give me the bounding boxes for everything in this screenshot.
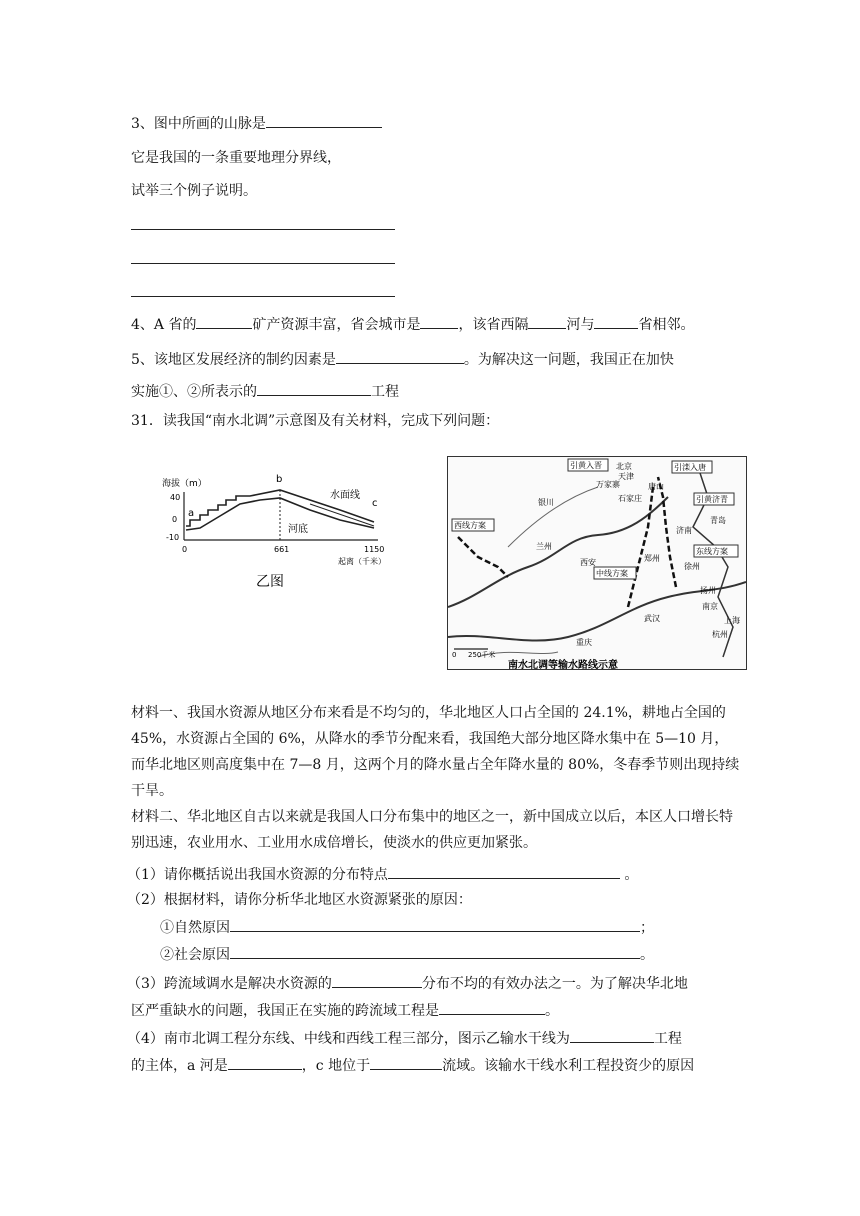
answer-blank[interactable] bbox=[228, 1055, 302, 1070]
map-label-shijiazhuang: 石家庄 bbox=[618, 494, 642, 503]
map-label-xuzhou: 徐州 bbox=[684, 562, 700, 571]
answer-blank[interactable] bbox=[336, 349, 464, 364]
yellow-river-path bbox=[448, 497, 668, 607]
q3-line1: 3、图中所画的山脉是 bbox=[131, 113, 382, 134]
q3-line3: 试举三个例子说明。 bbox=[131, 183, 257, 199]
answer-blank[interactable] bbox=[528, 314, 566, 329]
sub2-line: （2）根据材料，请你分析华北地区水资源紧张的原因： bbox=[127, 892, 472, 908]
map-label-beijing: 北京 bbox=[616, 462, 632, 471]
answer-blank[interactable] bbox=[230, 944, 640, 959]
map-label-wanjiazhai: 万家寨 bbox=[596, 480, 620, 489]
map-label-tianjin: 天津 bbox=[618, 472, 634, 481]
sub2a-line: ①自然原因 ； bbox=[160, 917, 654, 938]
answer-blank[interactable] bbox=[230, 917, 640, 932]
profile-ylabel: 海拔（m） bbox=[162, 479, 207, 489]
map-label-hangzhou: 杭州 bbox=[712, 630, 728, 639]
profile-label-b: b bbox=[276, 474, 283, 485]
q3-line2: 它是我国的一条重要地理分界线， bbox=[131, 150, 341, 166]
profile-y40: 40 bbox=[170, 493, 181, 502]
middle-route-path bbox=[628, 487, 653, 607]
sub3-line2: 区严重缺水的问题，我国正在实施的跨流域工程是 。 bbox=[131, 1000, 559, 1021]
profile-river-bed-label: 河底 bbox=[288, 524, 308, 535]
profile-label-c: c bbox=[372, 498, 378, 509]
map-label-xian: 西安 bbox=[580, 558, 596, 567]
map-label-zhengzhou: 郑州 bbox=[644, 554, 660, 563]
answer-line-1[interactable] bbox=[131, 229, 395, 230]
west-route-path bbox=[458, 537, 508, 577]
map-label-jinan: 济南 bbox=[676, 526, 692, 535]
map-label-chongqing: 重庆 bbox=[576, 638, 592, 647]
answer-blank[interactable] bbox=[257, 381, 371, 396]
profile-x661: 661 bbox=[274, 545, 290, 554]
q5-line2: 实施①、②所表示的 工程 bbox=[131, 381, 399, 402]
map-label-nanjing: 南京 bbox=[702, 602, 718, 611]
sub4-line1: （4）南市北调工程分东线、中线和西线工程三部分，图示乙输水干线为 工程 bbox=[127, 1028, 682, 1049]
answer-blank[interactable] bbox=[420, 314, 458, 329]
profile-yneg: -10 bbox=[166, 533, 180, 542]
map-label-xixian: 西线方案 bbox=[454, 521, 486, 530]
map-label-shanghai: 上海 bbox=[724, 616, 740, 625]
map-label-qingdao: 青岛 bbox=[710, 516, 726, 525]
map-scale-0: 0 bbox=[452, 651, 457, 659]
answer-blank[interactable] bbox=[370, 1055, 442, 1070]
profile-caption: 乙图 bbox=[256, 574, 284, 590]
profile-figure bbox=[160, 470, 400, 610]
map-label-yinluan: 引滦入唐 bbox=[674, 463, 706, 472]
answer-line-3[interactable] bbox=[131, 296, 395, 297]
sub3-line1: （3）跨流域调水是解决水资源的 分布不均的有效办法之一。为了解决华北地 bbox=[127, 973, 688, 994]
answer-blank[interactable] bbox=[439, 1000, 545, 1015]
east-route-path bbox=[658, 477, 676, 587]
map-label-lanzhou: 兰州 bbox=[536, 542, 552, 551]
answer-line-2[interactable] bbox=[131, 263, 395, 264]
answer-blank[interactable] bbox=[388, 864, 620, 879]
sub2b-line: ②社会原因 。 bbox=[160, 944, 654, 965]
material-2: 材料二、华北地区自古以来就是我国人口分布集中的地区之一，新中国成立以后，本区人口增长特别迅速，农业用水、工业用水成倍增长，使淡水的供应更加紧张。 bbox=[131, 809, 733, 851]
profile-xlabel: 起离（千米） bbox=[338, 557, 386, 566]
q4-line: 4、A 省的 矿产资源丰富，省会城市是 ，该省西隔 河与 省相邻。 bbox=[131, 314, 694, 335]
answer-blank[interactable] bbox=[196, 314, 252, 329]
map-label-zhongxian: 中线方案 bbox=[596, 569, 628, 578]
profile-water-surface-label: 水面线 bbox=[330, 490, 360, 501]
map-label-tangshan: 唐山 bbox=[648, 482, 664, 491]
answer-blank[interactable] bbox=[332, 973, 422, 988]
material-1: 材料一、我国水资源从地区分布来看是不均匀的，华北地区人口占全国的 24.1%，耕地占全国的 45%，水资源占全国的 6%，从降水的季节分配来看，我国绝大部分地区降水集中在 5—10 月，而华北地区则高度集中在 7—8 月，这两个月的降水量占全年降水量的 80%，冬春季节则出现持续干旱。 bbox=[131, 705, 740, 799]
answer-blank[interactable] bbox=[570, 1028, 654, 1043]
profile-label-a: a bbox=[188, 508, 195, 519]
profile-x0: 0 bbox=[182, 545, 188, 554]
profile-y0: 0 bbox=[172, 515, 178, 524]
q31-title: 31．读我国“南水北调”示意图及有关材料，完成下列问题： bbox=[131, 413, 500, 429]
map-svg bbox=[448, 457, 746, 669]
map-label-yinhuangjinan: 引黄济青 bbox=[696, 495, 728, 504]
map-label-wuhan: 武汉 bbox=[644, 614, 660, 623]
q5-line1: 5、该地区发展经济的制约因素是 。为解决这一问题，我国正在加快 bbox=[131, 349, 674, 370]
profile-channel-line bbox=[310, 504, 374, 526]
answer-blank[interactable] bbox=[594, 314, 638, 329]
map-caption: 南水北调等输水路线示意 bbox=[508, 660, 618, 669]
map-label-yinchuan: 银川 bbox=[538, 498, 554, 507]
map-label-dongxian: 东线方案 bbox=[696, 547, 728, 556]
map-figure bbox=[447, 456, 747, 670]
sub1-line: （1）请你概括说出我国水资源的分布特点 。 bbox=[127, 864, 638, 885]
answer-blank[interactable] bbox=[266, 113, 382, 128]
profile-x1150: 1150 bbox=[364, 545, 385, 554]
map-label-yinhuan: 引黄入晋 bbox=[570, 461, 602, 470]
map-scale-250: 250千米 bbox=[468, 651, 496, 659]
map-label-yangzhou: 扬州 bbox=[700, 586, 716, 595]
sub4-line2: 的主体，a 河是 ，c 地位于 流域。该输水干线水利工程投资少的原因 bbox=[131, 1055, 694, 1076]
profile-svg bbox=[160, 470, 400, 610]
